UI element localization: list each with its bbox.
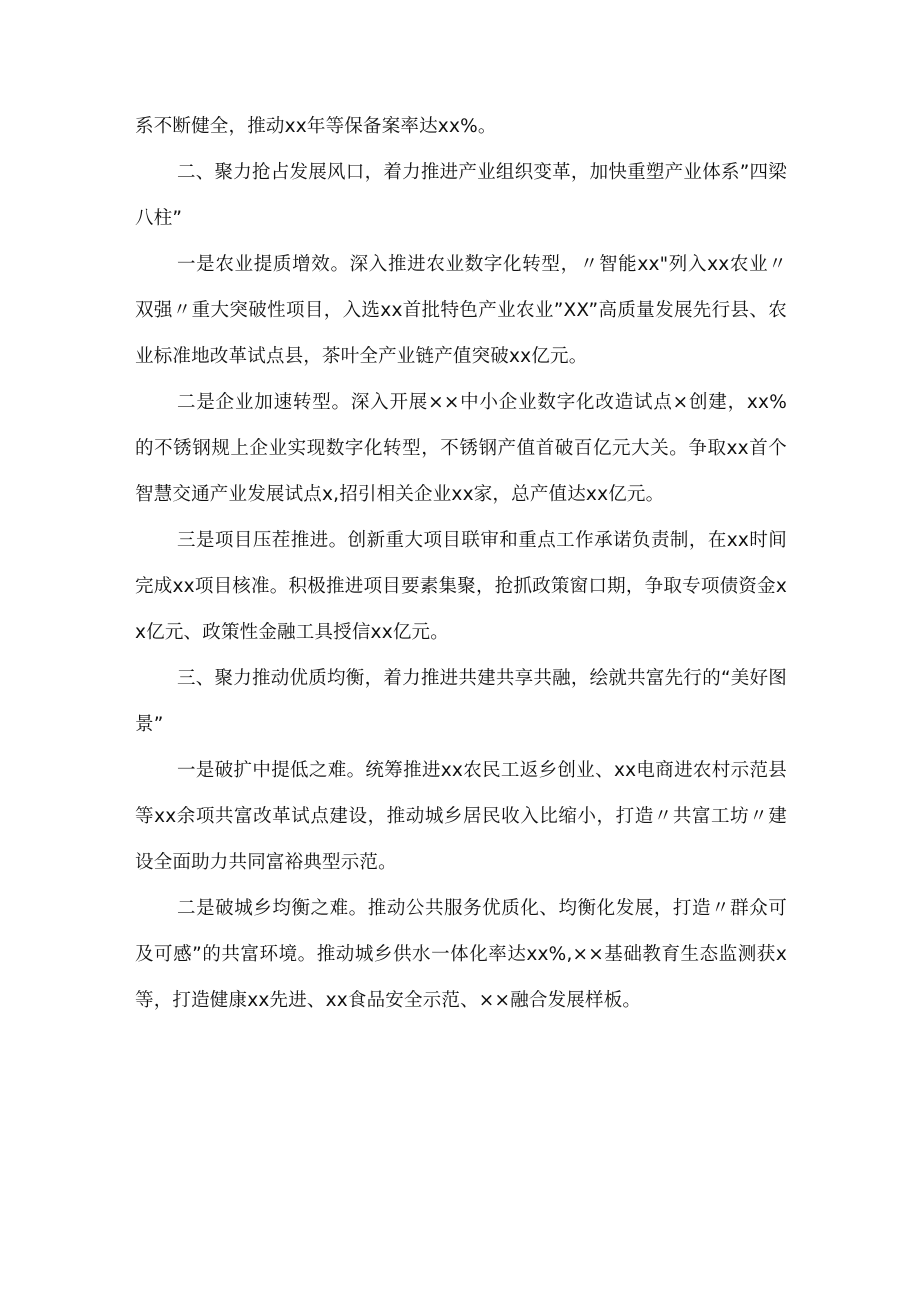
paragraph-projects: 三是项目压茬推进。创新重大项目联审和重点工作承诺负责制，在xx时间完成xx项目核准。积极推进项目要素集聚，抢抓政策窗口期，争取专项债资金xx亿元、政策性金融工具授信xx亿元。 [135,530,787,643]
paragraph-continuation: 系不断健全，推动xx年等保备案率达xx%。 [135,116,497,137]
paragraph-urban-rural: 二是破城乡均衡之难。推动公共服务优质化、均衡化发展，打造〃群众可及可感”的共富环境。推动城乡供水一体化率达xx%,××基础教育生态监测获x等，打造健康xx先进、xx食品安全示范、××融合发展样板。 [135,898,787,1011]
paragraph-agriculture: 一是农业提质增效。深入推进农业数字化转型，〃智能xx"列入xx农业〃双强〃重大突破性项目，入选xx首批特色产业农业”XX”高质量发展先行县、农业标准地改革试点县，茶叶全产业链产值突破xx亿元。 [135,254,787,367]
paragraph-income: 一是破扩中提低之难。统筹推进xx农民工返乡创业、xx电商进农村示范县等xx余项共富改革试点建设，推动城乡居民收入比缩小，打造〃共富工坊〃建设全面助力共同富裕典型示范。 [135,760,787,873]
section-heading-3: 三、聚力推动优质均衡，着力推进共建共享共融，绘就共富先行的“美好图景” [135,668,787,735]
paragraph-enterprise: 二是企业加速转型。深入开展××中小企业数字化改造试点×创建，xx%的不锈钢规上企业实现数字化转型，不锈钢产值首破百亿元大关。争取xx首个智慧交通产业发展试点x,招引相关企业xx家，总产值达xx亿元。 [135,392,787,505]
document-body [135,104,787,1024]
section-heading-2: 二、聚力抢占发展风口，着力推进产业组织变革，加快重塑产业体系”四梁八柱” [135,162,787,229]
